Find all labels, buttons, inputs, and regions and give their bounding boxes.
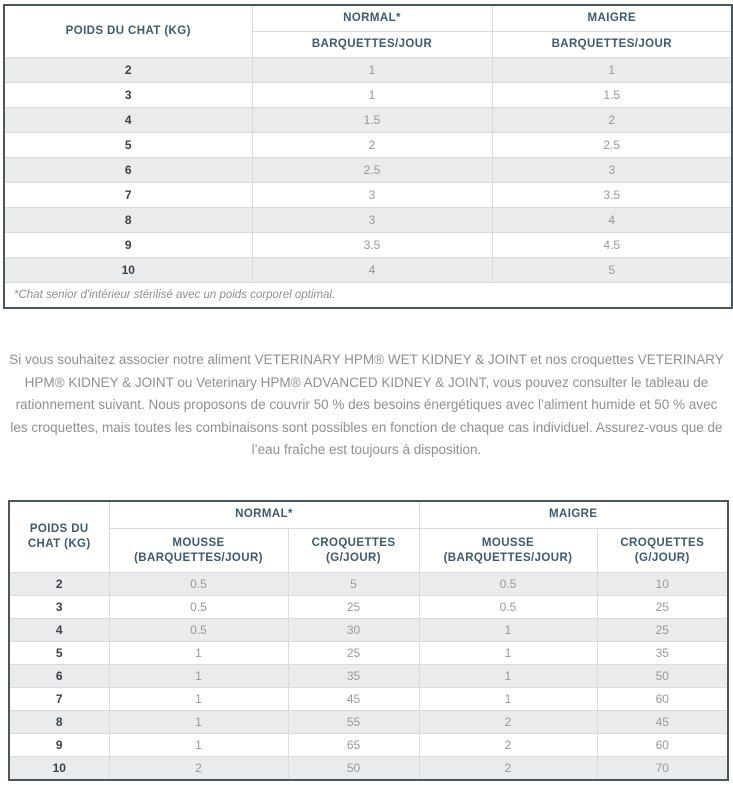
cell-normal-croquettes: 45: [288, 688, 419, 711]
maigre-croquettes-header: CROQUETTES (G/JOUR): [597, 529, 728, 573]
table-row: [9, 642, 728, 665]
cell-maigre: 4: [492, 208, 732, 233]
cell-weight: 4: [4, 108, 252, 133]
cell-maigre-croquettes: 50: [597, 665, 728, 688]
cell-maigre-mousse: 1: [419, 688, 597, 711]
normal-group-header: NORMAL*: [252, 5, 492, 32]
cell-normal-mousse: 1: [109, 688, 288, 711]
table-row: [4, 133, 732, 158]
maigre-group-header: MAIGRE: [492, 5, 732, 32]
cell-maigre-croquettes: 25: [597, 619, 728, 642]
cell-weight: 7: [9, 688, 109, 711]
table-row: [9, 757, 728, 780]
cell-weight: 9: [4, 233, 252, 258]
cell-maigre: 2.5: [492, 133, 732, 158]
cell-weight: 7: [4, 183, 252, 208]
cell-maigre: 4.5: [492, 233, 732, 258]
cell-normal-croquettes: 50: [288, 757, 419, 780]
table-footnote: *Chat senior d'intérieur stérilisé avec un poids corporel optimal.: [4, 283, 732, 309]
cell-maigre-croquettes: 60: [597, 734, 728, 757]
cell-maigre-mousse: 2: [419, 711, 597, 734]
cell-weight: 4: [9, 619, 109, 642]
cell-maigre-mousse: 2: [419, 734, 597, 757]
cell-normal-croquettes: 25: [288, 596, 419, 619]
cell-normal: 2: [252, 133, 492, 158]
cell-normal: 3: [252, 183, 492, 208]
cell-weight: 9: [9, 734, 109, 757]
table-row: [9, 596, 728, 619]
cell-maigre-mousse: 0.5: [419, 596, 597, 619]
mixed-ration-table: [8, 500, 729, 781]
cell-normal: 4: [252, 258, 492, 283]
table-row: [4, 183, 732, 208]
table-row: [9, 573, 728, 596]
maigre-unit-header: BARQUETTES/JOUR: [492, 32, 732, 58]
cell-weight: 3: [4, 83, 252, 108]
table-row: [4, 258, 732, 283]
footnote-row: [4, 283, 732, 309]
cell-weight: 10: [4, 258, 252, 283]
table-row: [9, 688, 728, 711]
cell-normal-mousse: 2: [109, 757, 288, 780]
cell-maigre: 3.5: [492, 183, 732, 208]
weight-column-header: POIDS DU CHAT (KG): [9, 501, 109, 573]
cell-normal-croquettes: 35: [288, 665, 419, 688]
cell-maigre: 5: [492, 258, 732, 283]
cell-weight: 5: [9, 642, 109, 665]
table-row: [4, 158, 732, 183]
normal-mousse-header: MOUSSE (BARQUETTES/JOUR): [109, 529, 288, 573]
table-row: [9, 619, 728, 642]
cell-normal-mousse: 1: [109, 665, 288, 688]
cell-normal-croquettes: 30: [288, 619, 419, 642]
cell-maigre: 1.5: [492, 83, 732, 108]
cell-maigre-croquettes: 60: [597, 688, 728, 711]
cell-weight: 2: [4, 58, 252, 83]
cell-maigre-mousse: 1: [419, 665, 597, 688]
cell-maigre: 2: [492, 108, 732, 133]
cell-maigre: 3: [492, 158, 732, 183]
normal-group-header: NORMAL*: [109, 501, 419, 529]
mixed-feeding-paragraph: Si vous souhaitez associer notre aliment VETERINARY HPM® WET KIDNEY & JOINT et nos croquettes VETERINARY HPM® KIDNEY & JOINT ou Veterinary HPM® ADVANCED KIDNEY & JOINT, vous pouvez consulter le tableau de rationnement suivant. Nous proposons de couvrir 50 % des besoins énergétiques avec l’aliment humide et 50 % avec les croquettes, mais toutes les combinaisons sont possibles en fonction de chaque cas individuel. Assurez-vous que de l’eau fraîche est toujours à disposition.: [9, 352, 724, 457]
cell-normal-croquettes: 5: [288, 573, 419, 596]
cell-weight: 3: [9, 596, 109, 619]
table-row: [4, 108, 732, 133]
wet-food-ration-table: [3, 4, 733, 309]
cell-maigre-croquettes: 25: [597, 596, 728, 619]
maigre-mousse-header: MOUSSE (BARQUETTES/JOUR): [419, 529, 597, 573]
cell-maigre-croquettes: 45: [597, 711, 728, 734]
cell-maigre-mousse: 1: [419, 642, 597, 665]
cell-maigre: 1: [492, 58, 732, 83]
maigre-group-header: MAIGRE: [419, 501, 728, 529]
cell-normal: 1: [252, 58, 492, 83]
cell-maigre-croquettes: 70: [597, 757, 728, 780]
table-row: [9, 734, 728, 757]
cell-normal-croquettes: 55: [288, 711, 419, 734]
cell-normal: 1: [252, 83, 492, 108]
cell-maigre-mousse: 0.5: [419, 573, 597, 596]
table-row: [4, 208, 732, 233]
table-row: [4, 83, 732, 108]
cell-weight: 8: [9, 711, 109, 734]
cell-normal-mousse: 0.5: [109, 573, 288, 596]
cell-maigre-mousse: 1: [419, 619, 597, 642]
normal-unit-header: BARQUETTES/JOUR: [252, 32, 492, 58]
cell-weight: 8: [4, 208, 252, 233]
cell-normal: 3.5: [252, 233, 492, 258]
cell-maigre-mousse: 2: [419, 757, 597, 780]
cell-weight: 6: [9, 665, 109, 688]
cell-maigre-croquettes: 10: [597, 573, 728, 596]
table-row: [4, 233, 732, 258]
table-row: [9, 711, 728, 734]
cell-weight: 6: [4, 158, 252, 183]
table-subheader-row: [9, 529, 728, 573]
cell-normal-mousse: 0.5: [109, 619, 288, 642]
cell-normal-mousse: 0.5: [109, 596, 288, 619]
normal-croquettes-header: CROQUETTES (G/JOUR): [288, 529, 419, 573]
table-row: [4, 58, 732, 83]
cell-weight: 5: [4, 133, 252, 158]
cell-normal: 1.5: [252, 108, 492, 133]
table-row: [9, 665, 728, 688]
cell-maigre-croquettes: 35: [597, 642, 728, 665]
cell-normal-mousse: 1: [109, 711, 288, 734]
cell-normal-mousse: 1: [109, 642, 288, 665]
cell-normal: 2.5: [252, 158, 492, 183]
cell-normal: 3: [252, 208, 492, 233]
cell-normal-mousse: 1: [109, 734, 288, 757]
table-header-row: [4, 5, 732, 32]
cell-normal-croquettes: 65: [288, 734, 419, 757]
weight-column-header: POIDS DU CHAT (KG): [4, 5, 252, 58]
cell-weight: 10: [9, 757, 109, 780]
cell-normal-croquettes: 25: [288, 642, 419, 665]
cell-weight: 2: [9, 573, 109, 596]
table-header-row: [9, 501, 728, 529]
